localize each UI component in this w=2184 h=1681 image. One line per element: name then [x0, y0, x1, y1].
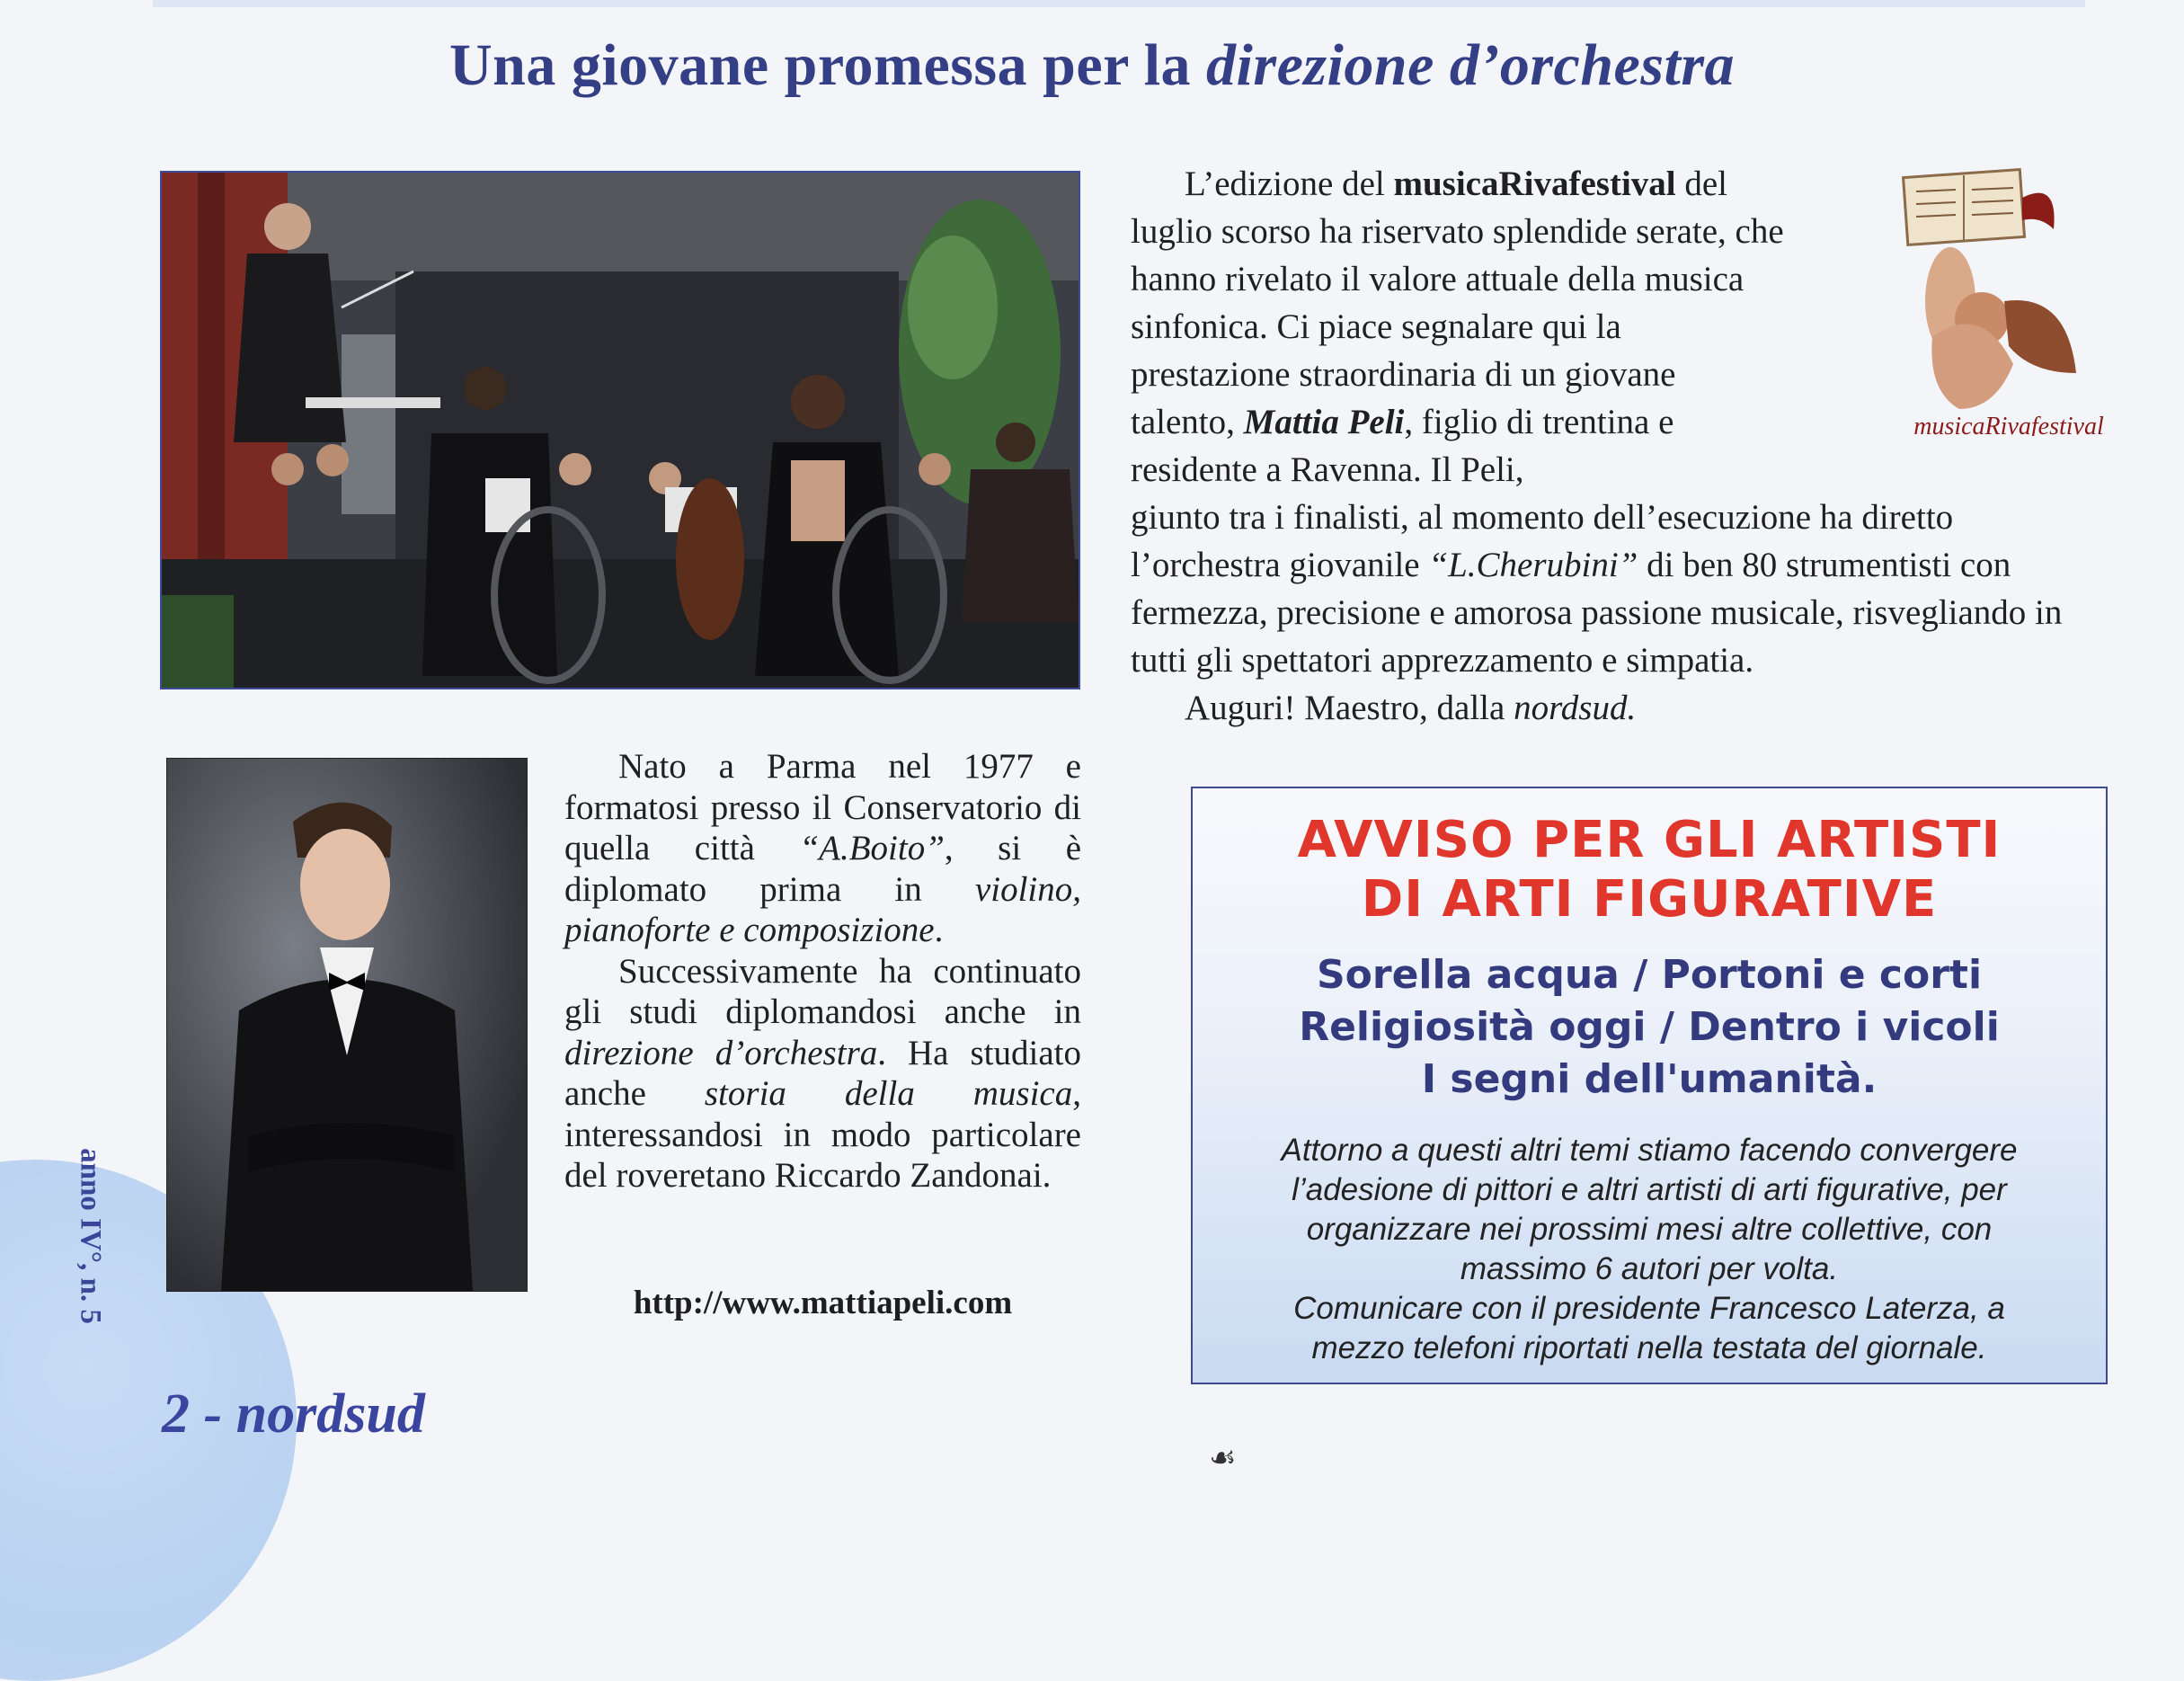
page-number: 2 - nordsud [162, 1383, 425, 1445]
orchestra-name: “L.Cherubini” [1428, 546, 1638, 584]
artists-notice-box [1191, 787, 2108, 1384]
notice-body: Attorno a questi altri temi stiamo facendo convergere l’adesione di pittori e altri artisti di arti figurative, per organizzare nei prossimi mesi altre collettive, con massimo 6 autori per volta. Comunicare con il presidente Francesco Laterza, a mezzo telefoni riportati nella testata del giornale. [1281, 1133, 2018, 1365]
logo-caption: musicaRivafestival [1913, 413, 2104, 436]
bio-paragraph-2: Successivamente ha continuato gli studi diplomandosi anche in direzione d’orchestra. Ha studiato anche storia della musica, interessandosi in modo particolare del roveretano Riccardo Zandonai. [564, 951, 1081, 1195]
conductor-name: Mattia Peli [1243, 403, 1405, 441]
festival-logo [1896, 166, 2121, 436]
article-paragraph-1: L’edizione del musicaRivafestival del luglio scorso ha riservato splendide serate, che hanno rivelato il valore attuale della musica sinfonica. Ci piace segnalare qui la prestazione straordinaria di un giovane talento, Mattia Peli, figlio di trentina e residente a Ravenna. Il Peli, [1131, 165, 1784, 489]
notice-title: AVVISO PER GLI ARTISTI DI ARTI FIGURATIVE [1297, 811, 2002, 929]
festival-logo-image [1896, 166, 2121, 436]
festival-name: musicaRivafestival [1393, 165, 1676, 203]
biography-text [564, 746, 1081, 1196]
bio-paragraph-1: Nato a Parma nel 1977 e formatosi presso il Conservatorio di quella città “A.Boito”, si è diplomato prima in violino, pianoforte e composizione. [564, 747, 1082, 949]
orchestra-photo [160, 171, 1080, 689]
portrait-photo [166, 758, 528, 1292]
page-top-edge [153, 0, 2085, 7]
issue-label: anno IV°, n. 5 [74, 1148, 107, 1324]
article-closing: Auguri! Maestro, dalla nordsud. [1185, 689, 1637, 727]
orchestra-photo-image [162, 173, 1079, 688]
article-paragraph-2: giunto tra i finalisti, al momento dell’esecuzione ha diretto l’orchestra giovanile “L.Cherubini” di ben 80 strumentisti con fermezza, precisione e amorosa passione musicale, risvegliando in tutti gli spettatori apprezzamento e simpatia. [1131, 498, 2063, 680]
website-link[interactable]: http://www.mattiapeli.com [633, 1285, 1013, 1321]
page-headline: Una giovane promessa per la direzione d’orchestra [448, 32, 1736, 98]
notice-themes: Sorella acqua / Portoni e corti Religiosità oggi / Dentro i vicoli I segni dell'umanità. [1299, 952, 2000, 1102]
ornament-mark: ☙ [1209, 1440, 1237, 1476]
portrait-photo-image [167, 759, 527, 1291]
